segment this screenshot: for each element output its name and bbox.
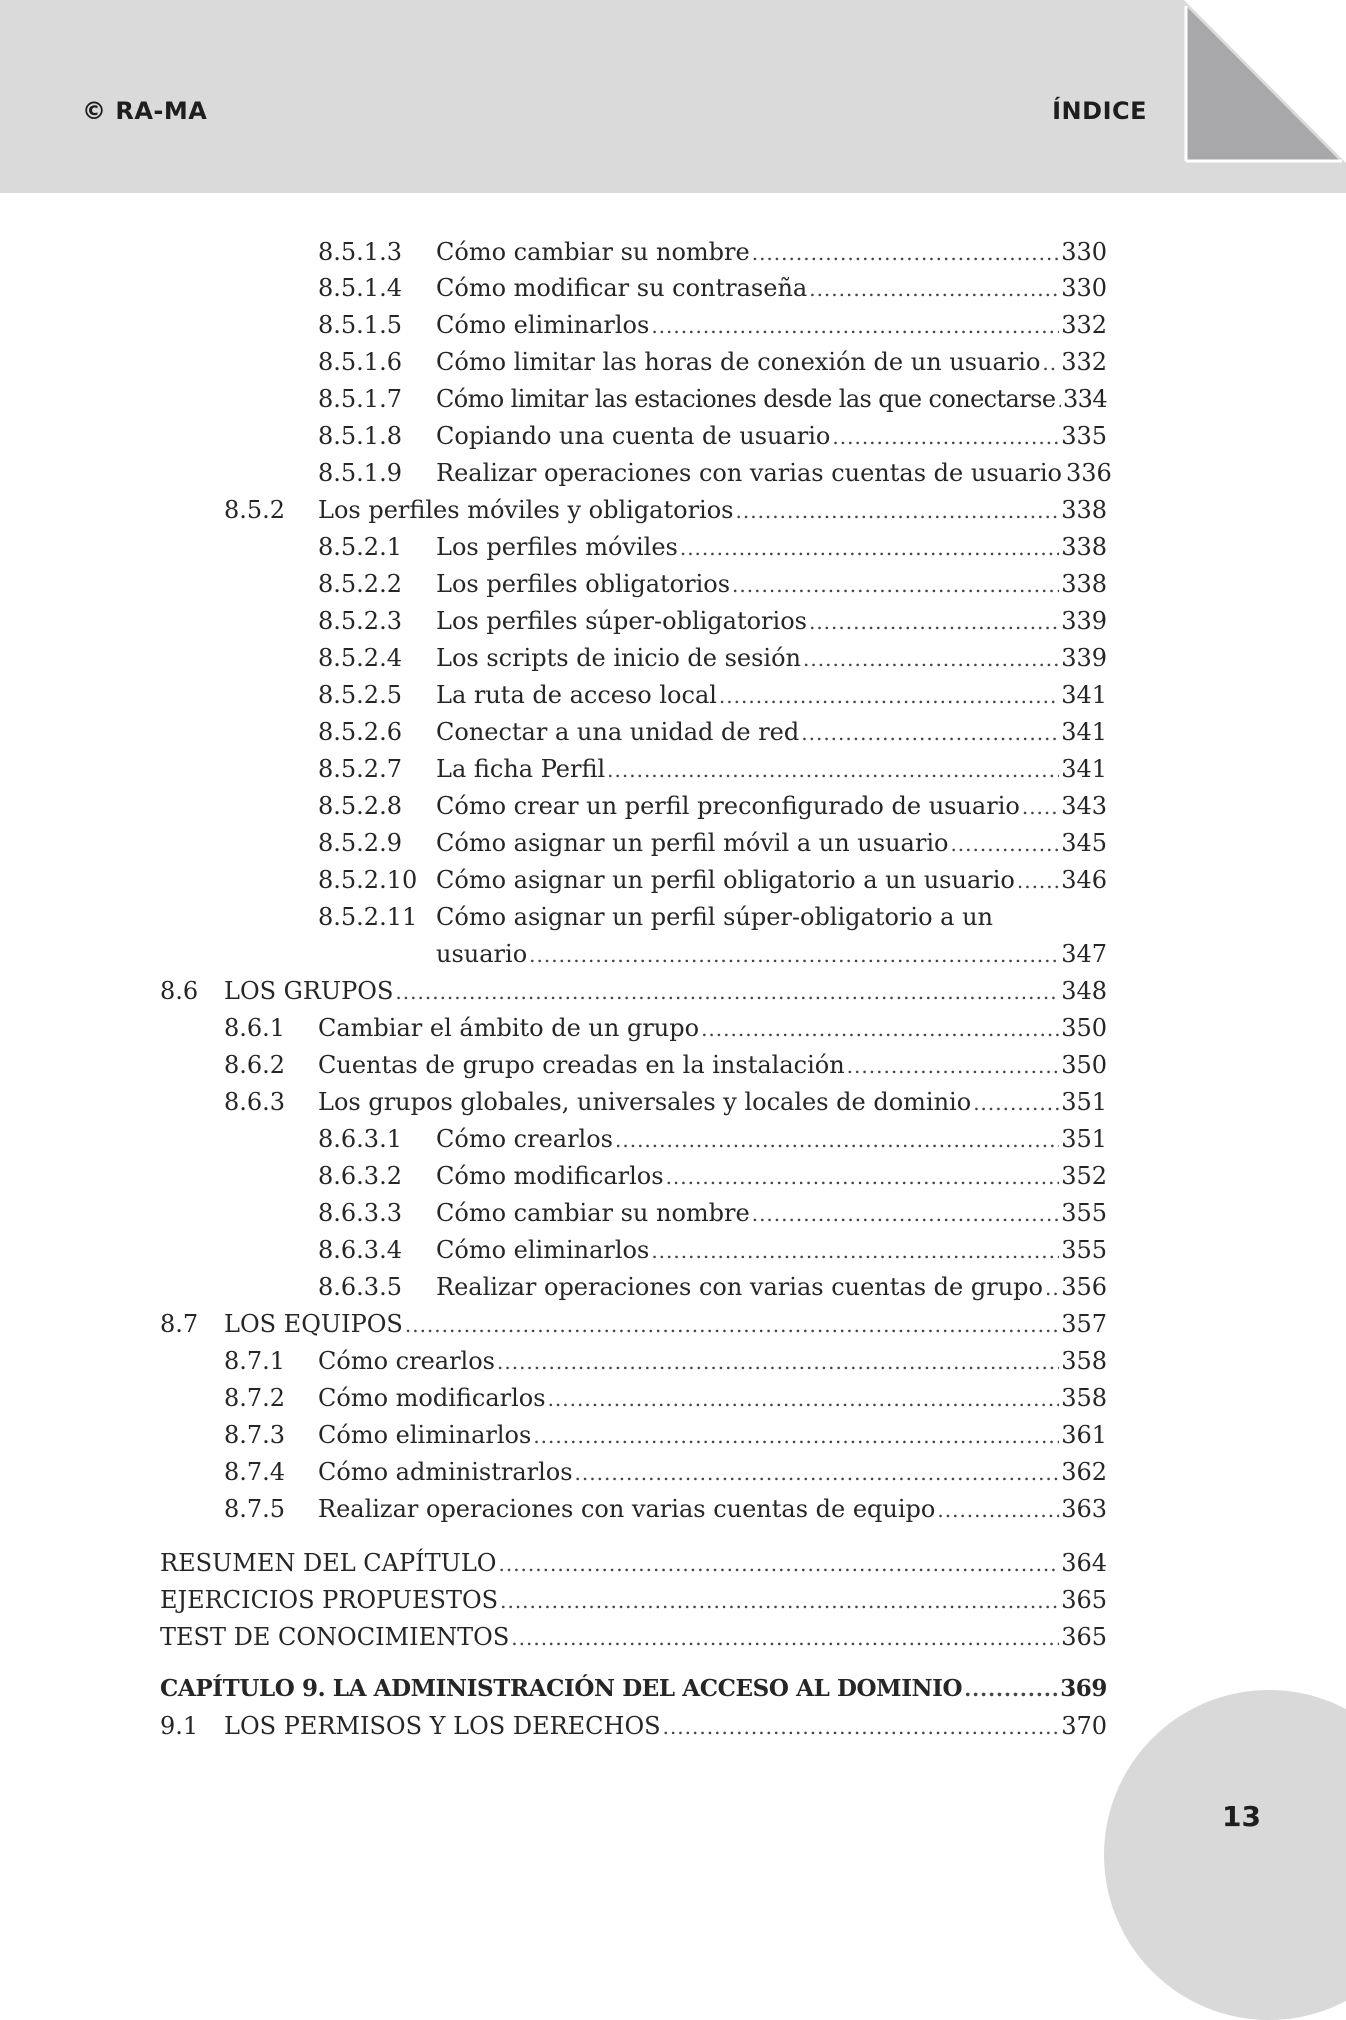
toc-entry-number: 8.5.1.4 [318,274,402,302]
toc-entry-title: Los perfiles obligatorios [436,570,731,598]
toc-entry-title: LOS EQUIPOS [224,1310,403,1338]
toc-entry[interactable] [318,603,1107,639]
dot-leader [533,1418,1059,1454]
toc-entry-title: Cómo eliminarlos [436,1236,650,1264]
toc-entry-number: 8.5.1.7 [318,385,402,413]
dot-leader [964,1671,1058,1707]
toc-entry[interactable] [318,1158,1107,1194]
toc-entry[interactable] [318,1232,1107,1268]
toc-entry-title: Realizar operaciones con varias cuentas de usuario [436,459,1062,487]
toc-entry-page: 341 [1061,755,1107,783]
toc-entry-page: 343 [1061,792,1107,820]
toc-entry-page: 334 [1062,385,1107,413]
toc-entry-title: Cómo cambiar su nombre [436,1199,750,1227]
toc-entry-number: 8.5.2.2 [318,570,402,598]
toc-entry-number: 8.5.2.7 [318,755,402,783]
toc-entry-page: 336 [1066,459,1112,487]
toc-entry-number: 8.5.2.1 [318,533,402,561]
toc-entry-page: 335 [1061,422,1107,450]
dot-leader [832,419,1059,455]
toc-entry-page: 347 [1061,940,1107,968]
toc-entry-title: Realizar operaciones con varias cuentas de equipo [318,1495,936,1523]
toc-entry-page: 339 [1061,607,1107,635]
toc-entry-page: 351 [1061,1125,1107,1153]
toc-entry-number: 8.5.1.8 [318,422,402,450]
dot-leader [497,1344,1059,1380]
toc-entry[interactable] [160,1619,1107,1655]
dot-leader [736,493,1060,529]
toc-entry-number: 8.7.3 [224,1421,286,1449]
toc-entry[interactable] [318,566,1107,602]
toc-entry[interactable] [224,1084,1107,1120]
toc-entry-number: 8.5.2.3 [318,607,402,635]
toc-entry-title: Los perfiles móviles [436,533,678,561]
toc-entry-number: 8.5.2.11 [318,903,418,931]
toc-entry[interactable] [318,381,1107,417]
toc-entry[interactable] [318,899,1107,935]
dot-leader [651,308,1059,344]
dot-leader [680,530,1059,566]
section-title: ÍNDICE [1052,97,1147,125]
dot-leader [803,641,1059,677]
toc-entry-number: 8.5.2.9 [318,829,402,857]
dot-leader [719,678,1059,714]
toc-entry-number: 8.6.3.5 [318,1273,402,1301]
toc-entry-title: Cómo limitar las horas de conexión de un usuario [436,348,1041,376]
toc-entry-number: 8.5.2.8 [318,792,402,820]
toc-entry-number: 8.5.2.4 [318,644,402,672]
toc-entry-number: 8.5.1.9 [318,459,402,487]
dot-leader [395,974,1059,1010]
toc-entry-number: 8.6.1 [224,1014,286,1042]
toc-entry-page: 362 [1061,1458,1107,1486]
dot-leader [575,1455,1060,1491]
dot-leader [1045,1270,1059,1306]
toc-entry[interactable] [224,1454,1107,1490]
toc-entry[interactable] [160,1582,1107,1618]
toc-entry[interactable] [318,862,1107,898]
toc-entry-title: Los perfiles súper-obligatorios [436,607,807,635]
toc-entry[interactable] [160,973,1107,1009]
toc-entry-page: 338 [1061,570,1107,598]
dot-leader [752,1196,1059,1232]
dot-leader [752,235,1059,271]
toc-entry-title: Cómo crearlos [318,1347,495,1375]
toc-entry[interactable] [160,1708,1107,1744]
toc-entry[interactable] [224,1047,1107,1083]
toc-entry-number: 8.7 [160,1310,199,1338]
dot-leader [973,1085,1059,1121]
toc-entry-title: TEST DE CONOCIMIENTOS [160,1623,510,1651]
dot-leader [732,567,1059,603]
toc-entry-title: usuario [436,940,528,968]
toc-entry[interactable] [318,751,1107,787]
toc-entry-page: 355 [1061,1236,1107,1264]
toc-entry[interactable] [224,1010,1107,1046]
dot-leader [937,1492,1059,1528]
toc-entry-number: 8.7.5 [224,1495,286,1523]
toc-entry-page: 365 [1061,1586,1107,1614]
dot-leader [651,1233,1059,1269]
dot-leader [809,604,1059,640]
toc-entry[interactable] [318,788,1107,824]
toc-entry-page: 338 [1061,496,1107,524]
toc-entry-page: 332 [1061,311,1107,339]
dot-leader [701,1011,1059,1047]
toc-entry[interactable] [318,529,1107,565]
toc-entry-title: RESUMEN DEL CAPÍTULO [160,1549,497,1577]
dot-leader [607,752,1059,788]
toc-entry-number: 8.6 [160,977,199,1005]
toc-entry-title: LOS GRUPOS [224,977,394,1005]
toc-entry-title: Cómo eliminarlos [436,311,650,339]
dot-leader [548,1381,1060,1417]
toc-entry-page: 332 [1061,348,1107,376]
toc-entry[interactable] [318,418,1107,454]
toc-entry-title: Los grupos globales, universales y locales de dominio [318,1088,972,1116]
toc-entry[interactable] [224,1380,1107,1416]
dot-leader [405,1307,1059,1343]
toc-entry-page: 346 [1061,866,1107,894]
toc-entry-title: Realizar operaciones con varias cuentas de grupo [436,1273,1043,1301]
toc-entry-title: Cómo asignar un perfil súper-obligatorio a un [436,903,994,931]
toc-entry-title: Cómo eliminarlos [318,1421,532,1449]
toc-entry-continuation[interactable] [318,936,1107,972]
dot-leader [950,826,1059,862]
toc-entry-title: Los scripts de inicio de sesión [436,644,802,672]
toc-entry-title: LOS PERMISOS Y LOS DERECHOS [224,1712,661,1740]
toc-entry[interactable] [224,492,1107,528]
dot-leader [663,1709,1060,1745]
toc-entry[interactable] [224,1343,1107,1379]
toc-entry-page: 369 [1060,1675,1107,1702]
toc-entry-page: 357 [1061,1310,1107,1338]
dot-leader [847,1048,1060,1084]
toc-entry[interactable] [160,1306,1107,1342]
toc-entry[interactable] [318,270,1107,306]
toc-entry-number: 9.1 [160,1712,199,1740]
toc-entry-page: 361 [1061,1421,1107,1449]
toc-entry-page: 341 [1061,681,1107,709]
toc-entry-title: Cómo asignar un perfil móvil a un usuario [436,829,949,857]
dot-leader [1022,789,1059,825]
toc-entry[interactable] [318,640,1107,676]
toc-entry-page: 355 [1061,1199,1107,1227]
toc-entry[interactable] [318,344,1107,380]
dot-leader [511,1620,1059,1656]
toc-entry[interactable] [224,1417,1107,1453]
toc-entry-title: CAPÍTULO 9. LA ADMINISTRACIÓN DEL ACCESO AL DOMINIO [160,1675,963,1702]
toc-entry-page: 358 [1061,1347,1107,1375]
toc-entry-page: 330 [1061,274,1107,302]
toc-entry-number: 8.5.2.5 [318,681,402,709]
toc-entry-number: 8.5.2.6 [318,718,402,746]
toc-entry[interactable] [224,1491,1107,1527]
dot-leader [1042,345,1059,381]
toc-entry[interactable] [318,825,1107,861]
toc-entry-title: Cómo modificarlos [318,1384,546,1412]
dot-leader [500,1583,1059,1619]
toc-entry-page: 352 [1061,1162,1107,1190]
toc-entry-number: 8.6.3.4 [318,1236,402,1264]
dot-leader [801,715,1059,751]
dot-leader [1017,863,1059,899]
toc-entry-number: 8.5.2 [224,496,286,524]
toc-entry-title: Cambiar el ámbito de un grupo [318,1014,700,1042]
toc-entry-number: 8.7.2 [224,1384,286,1412]
toc-entry-title: La ruta de acceso local [436,681,717,709]
toc-entry[interactable] [160,1545,1107,1581]
toc-entry-page: 330 [1061,238,1107,266]
toc-entry-number: 8.7.4 [224,1458,286,1486]
toc-entry-page: 350 [1061,1014,1107,1042]
toc-entry-title: Cómo modificarlos [436,1162,664,1190]
toc-entry-page: 356 [1061,1273,1107,1301]
toc-entry-page: 351 [1061,1088,1107,1116]
toc-entry-number: 8.6.3.3 [318,1199,402,1227]
toc-entry-title: Cómo limitar las estaciones desde las que conectarse [436,385,1056,413]
toc-entry-page: 350 [1061,1051,1107,1079]
toc-entry-title: Cómo administrarlos [318,1458,573,1486]
toc-entry-page: 370 [1061,1712,1107,1740]
dot-leader [666,1159,1060,1195]
toc-entry[interactable] [318,677,1107,713]
toc-entry[interactable] [318,234,1107,270]
dot-leader [809,271,1059,307]
toc-entry-number: 8.5.1.6 [318,348,402,376]
toc-entry[interactable] [318,1269,1107,1305]
toc-entry-title: Cómo crearlos [436,1125,613,1153]
toc-entry-title: Conectar a una unidad de red [436,718,800,746]
toc-entry-number: 8.5.1.3 [318,238,402,266]
toc-entry-number: 8.6.3.1 [318,1125,402,1153]
toc-entry-page: 338 [1061,533,1107,561]
toc-entry-page: 345 [1061,829,1107,857]
toc-entry-page: 364 [1061,1549,1107,1577]
dot-leader [615,1122,1059,1158]
toc-entry-title: Cuentas de grupo creadas en la instalación [318,1051,845,1079]
publisher-label: © RA-MA [82,97,208,125]
dot-leader [529,937,1059,973]
toc-entry-number: 8.5.1.5 [318,311,402,339]
toc-entry[interactable] [318,714,1107,750]
page-number: 13 [1222,1800,1261,1833]
toc-entry-page: 339 [1061,644,1107,672]
toc-entry[interactable] [318,1121,1107,1157]
toc-entry-number: 8.6.2 [224,1051,286,1079]
toc-entry-title: Cómo cambiar su nombre [436,238,750,266]
toc-entry-page: 348 [1061,977,1107,1005]
toc-entry-number: 8.6.3 [224,1088,286,1116]
toc-entry[interactable] [318,307,1107,343]
toc-entry[interactable] [318,1195,1107,1231]
toc-entry-title: Copiando una cuenta de usuario [436,422,831,450]
toc-entry-page: 365 [1061,1623,1107,1651]
toc-entry-page: 358 [1061,1384,1107,1412]
toc-entry-title: Cómo crear un perfil preconfigurado de usuario [436,792,1020,820]
toc-entry-page: 341 [1061,718,1107,746]
toc-entry-page: 363 [1061,1495,1107,1523]
toc-entry[interactable] [318,455,1112,491]
toc-entry-number: 8.7.1 [224,1347,286,1375]
toc-entry-title: La ficha Perfil [436,755,606,783]
toc-entry-title: Los perfiles móviles y obligatorios [318,496,734,524]
toc-entry-number: 8.6.3.2 [318,1162,402,1190]
toc-chapter-entry[interactable] [160,1671,1107,1707]
toc-entry-title: Cómo asignar un perfil obligatorio a un usuario [436,866,1015,894]
dot-leader [498,1546,1059,1582]
toc-entry-title: EJERCICIOS PROPUESTOS [160,1586,499,1614]
toc-entry-title: Cómo modificar su contraseña [436,274,808,302]
toc-entry-number: 8.5.2.10 [318,866,418,894]
